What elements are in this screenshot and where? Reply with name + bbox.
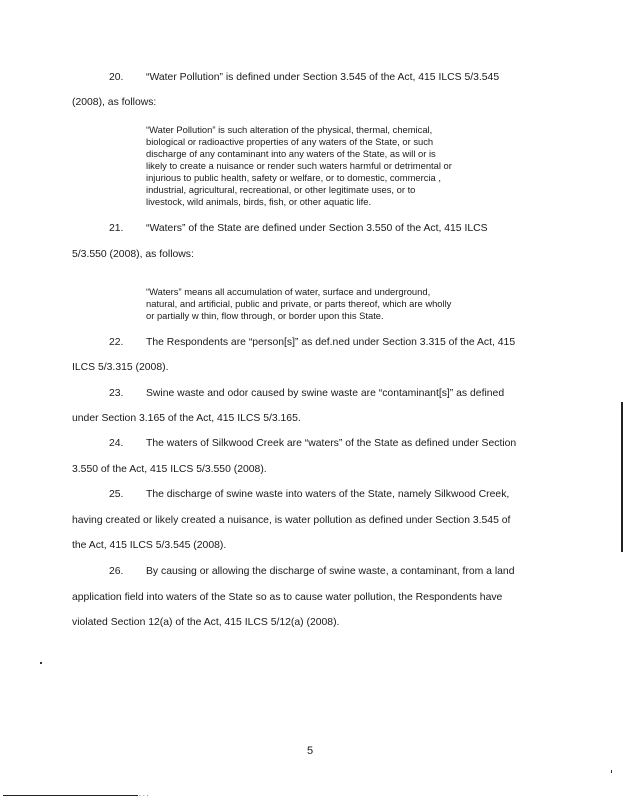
paragraph-line: By causing or allowing the discharge of swine waste, a contaminant, from a land: [146, 566, 515, 577]
scan-edge-mark: [621, 402, 623, 552]
block-quote-line: biological or radioactive properties of any waters of the State, or such: [146, 136, 434, 147]
footer-marks: . . .: [139, 791, 149, 798]
paragraph-number: 21.: [109, 223, 124, 234]
paragraph-line: The waters of Silkwood Creek are “waters” of the State as defined under Section: [146, 438, 517, 449]
page-number: 5: [307, 745, 314, 757]
block-quote-line: natural, and artificial, public and private, or parts thereof, which are wholly: [146, 298, 452, 309]
paragraph-number: 26.: [109, 566, 124, 577]
block-quote-line: injurious to public health, safety or welfare, or to domestic, commercia ,: [146, 172, 441, 183]
paragraph-number: 25.: [109, 489, 124, 500]
scan-speck: [611, 770, 612, 773]
block-quote-line: livestock, wild animals, birds, fish, or other aquatic life.: [146, 196, 372, 207]
block-quote-line: discharge of any contaminant into any waters of the State, as will or is: [146, 148, 436, 159]
paragraph-number: 20.: [109, 72, 124, 83]
paragraph-line: “Waters” of the State are defined under Section 3.550 of the Act, 415 ILCS: [146, 223, 488, 234]
block-quote-line: likely to create a nuisance or render such waters harmful or detrimental or: [146, 160, 452, 171]
footer-rule: [3, 795, 138, 796]
scan-speck: [40, 662, 42, 664]
paragraph-line: The Respondents are “person[s]” as def.ned under Section 3.315 of the Act, 415: [146, 337, 516, 348]
paragraph-line: The discharge of swine waste into waters of the State, namely Silkwood Creek,: [146, 489, 510, 500]
paragraph-line: 3.550 of the Act, 415 ILCS 5/3.550 (2008).: [72, 464, 267, 475]
paragraph-line: application field into waters of the State so as to cause water pollution, the Respondents have: [72, 592, 503, 603]
block-quote-line: industrial, agricultural, recreational, or other legitimate uses, or to: [146, 184, 416, 195]
paragraph-line: ILCS 5/3.315 (2008).: [72, 362, 169, 373]
paragraph-line: under Section 3.165 of the Act, 415 ILCS 5/3.165.: [72, 413, 301, 424]
block-quote-line: or partially w thin, flow through, or border upon this State.: [146, 310, 384, 321]
paragraph-number: 24.: [109, 438, 124, 449]
paragraph-line: Swine waste and odor caused by swine waste are “contaminant[s]” as defined: [146, 388, 505, 399]
paragraph-line: “Water Pollution” is defined under Section 3.545 of the Act, 415 ILCS 5/3.545: [146, 72, 500, 83]
paragraph-number: 23.: [109, 388, 124, 399]
paragraph-line: the Act, 415 ILCS 5/3.545 (2008).: [72, 540, 227, 551]
paragraph-number: 22.: [109, 337, 124, 348]
paragraph-line: violated Section 12(a) of the Act, 415 ILCS 5/12(a) (2008).: [72, 617, 340, 628]
block-quote-line: “Water Pollution” is such alteration of the physical, thermal, chemical,: [146, 124, 433, 135]
paragraph-line: (2008), as follows:: [72, 97, 157, 108]
paragraph-line: having created or likely created a nuisance, is water pollution as defined under Section 3.545 of: [72, 515, 511, 526]
paragraph-line: 5/3.550 (2008), as follows:: [72, 249, 194, 260]
block-quote-line: “Waters” means all accumulation of water, surface and underground,: [146, 286, 431, 297]
